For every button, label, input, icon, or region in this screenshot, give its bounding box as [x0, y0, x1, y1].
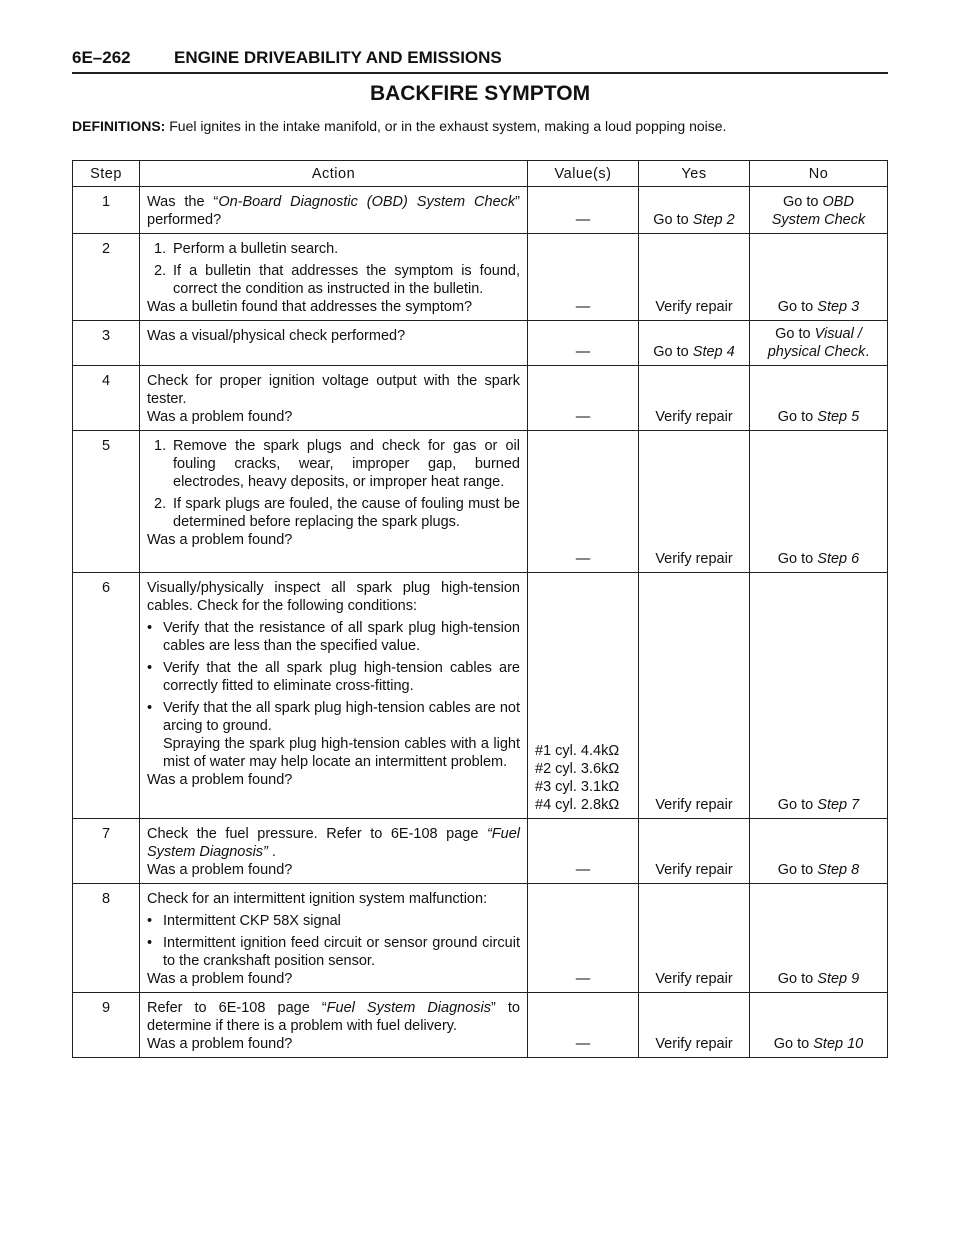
resistance-value: #2 cyl. 3.6kΩ [535, 761, 620, 777]
no-cell [750, 234, 888, 321]
no-cell [750, 819, 888, 884]
no-step-ref: Step 9 [817, 971, 860, 987]
no-step-ref: Step 8 [817, 862, 860, 878]
numbered-item: 2. If a bulletin that addresses the symptom is found, correct the condition as instructed in the bulletin. [154, 263, 520, 297]
step-number: 8 [73, 884, 140, 993]
action-question: Was a problem found? [147, 409, 293, 425]
no-cell [750, 431, 888, 573]
definitions [72, 118, 888, 134]
yes-cell: Verify repair [639, 573, 750, 819]
bullet-item: • Verify that the resistance of all spark plug high-tension cables are less than the specified value. [147, 620, 520, 654]
no-step-ref: Step 7 [817, 797, 860, 813]
bullet-item: • Intermittent ignition feed circuit or sensor ground circuit to the crankshaft position sensor. [147, 935, 520, 969]
value-cell: — [528, 321, 639, 366]
header-values: Value(s) [528, 161, 639, 187]
no-cell [750, 187, 888, 234]
bullet-item: • Verify that the all spark plug high-tension cables are correctly fitted to eliminate cross-fitting. [147, 660, 520, 694]
value-cell: — [528, 234, 639, 321]
yes-cell: Verify repair [639, 884, 750, 993]
yes-cell: Verify repair [639, 993, 750, 1058]
table-row [73, 884, 888, 993]
yes-cell: Verify repair [639, 234, 750, 321]
no-text: Go to [777, 971, 818, 987]
yes-step-ref: Step 4 [692, 344, 735, 360]
table-row [73, 573, 888, 819]
action-cell: Refer to 6E-108 page “Fuel System Diagnosis” to determine if there is a problem with fuel delivery. Was a problem found? [140, 993, 528, 1058]
action-text: ” performed? [147, 194, 520, 228]
no-step-ref: Step 10 [813, 1036, 864, 1052]
yes-step-ref: Step 2 [692, 212, 735, 228]
step-number: 2 [73, 234, 140, 321]
diagnostic-table [72, 160, 888, 1058]
no-cell: Go to Visual / physical Check. [750, 321, 888, 366]
action-link-text: On-Board Diagnostic (OBD) System Check [218, 194, 516, 210]
action-text: Check for an intermittent ignition system malfunction: [147, 891, 488, 907]
definitions-text: Fuel ignites in the intake manifold, or in the exhaust system, making a loud popping noise. [169, 118, 727, 134]
yes-text: Go to [653, 212, 693, 228]
yes-cell [639, 187, 750, 234]
no-step-ref: Step 6 [817, 551, 860, 567]
table-header-row [73, 161, 888, 187]
action-cell [140, 431, 528, 573]
action-text: Check the fuel pressure. Refer to 6E-108 page [147, 826, 487, 842]
table-row [73, 234, 888, 321]
no-text: Go to [783, 194, 823, 210]
action-cell [140, 234, 528, 321]
resistance-value: #3 cyl. 3.1kΩ [535, 779, 620, 795]
step-number: 3 [73, 321, 140, 366]
action-text: Refer to 6E-108 page “ [147, 1000, 327, 1016]
value-cell: — [528, 366, 639, 431]
bullet-item: • Verify that the all spark plug high-tension cables are not arcing to ground. [147, 700, 520, 734]
bullet-item: • Intermittent CKP 58X signal [147, 913, 341, 929]
section-title: ENGINE DRIVEABILITY AND EMISSIONS [174, 48, 502, 67]
action-question: Was a problem found? [147, 532, 293, 548]
action-cell [140, 884, 528, 993]
table-row [73, 321, 888, 366]
step-number: 1 [73, 187, 140, 234]
page-title: BACKFIRE SYMPTOM [369, 82, 591, 105]
no-step-ref: Step 3 [817, 299, 860, 315]
action-cell [140, 573, 528, 819]
no-cell [750, 993, 888, 1058]
value-cell [528, 573, 639, 819]
action-cell: Was a visual/physical check performed? [140, 321, 528, 366]
action-question: Was a problem found? [147, 1036, 293, 1052]
no-text: Go to [777, 299, 818, 315]
action-question: Was a problem found? [147, 772, 293, 788]
yes-text: Go to [653, 344, 693, 360]
action-text: Check for proper ignition voltage output with the spark tester. [147, 373, 520, 407]
table-row [73, 187, 888, 234]
table-row [73, 366, 888, 431]
no-text: Go to [777, 797, 818, 813]
yes-cell: Verify repair [639, 431, 750, 573]
step-number: 4 [73, 366, 140, 431]
numbered-item: 1. Remove the spark plugs and check for gas or oil fouling cracks, wear, improper gap, burned electrodes, heavy deposits, or improper heat range. [154, 438, 520, 490]
action-question: Was a bulletin found that addresses the symptom? [147, 299, 473, 315]
action-text: Visually/physically inspect all spark plug high-tension cables. Check for the following conditions: [147, 580, 520, 614]
step-number: 6 [73, 573, 140, 819]
action-question: Was a problem found? [147, 862, 293, 878]
yes-cell [639, 321, 750, 366]
no-step-ref: Step 5 [817, 409, 860, 425]
no-cell [750, 366, 888, 431]
no-ref: System Check [771, 212, 866, 228]
table-row [73, 431, 888, 573]
action-link-text: Fuel System Diagnosis [326, 1000, 492, 1016]
value-cell: — [528, 884, 639, 993]
action-question: Was a problem found? [147, 971, 293, 987]
yes-cell: Verify repair [639, 366, 750, 431]
header-yes: Yes [639, 161, 750, 187]
action-cell: Check the fuel pressure. Refer to 6E-108 page “Fuel System Diagnosis” . Was a problem found? [140, 819, 528, 884]
action-note: Spraying the spark plug high-tension cables with a light mist of water may help locate an intermittent problem. [163, 736, 520, 770]
resistance-value: #1 cyl. 4.4kΩ [535, 743, 620, 759]
action-cell [140, 187, 528, 234]
no-ref: OBD [822, 194, 854, 210]
page-number: 6E–262 [72, 48, 131, 67]
definitions-label: DEFINITIONS: [72, 118, 166, 134]
table-row [73, 993, 888, 1058]
step-number: 5 [73, 431, 140, 573]
numbered-item: 2. If spark plugs are fouled, the cause of fouling must be determined before replacing the spark plugs. [154, 496, 520, 530]
value-cell: — [528, 187, 639, 234]
table-row [73, 819, 888, 884]
header-no: No [750, 161, 888, 187]
step-number: 7 [73, 819, 140, 884]
page-header [72, 44, 888, 74]
no-ref: physical Check [767, 344, 866, 360]
step-number: 9 [73, 993, 140, 1058]
value-cell: — [528, 993, 639, 1058]
value-cell: — [528, 431, 639, 573]
no-text: Go to [777, 862, 818, 878]
no-cell [750, 884, 888, 993]
value-cell: — [528, 819, 639, 884]
no-text: Go to [777, 409, 818, 425]
no-ref: Visual / [814, 326, 862, 342]
no-text: Go to [773, 1036, 814, 1052]
no-cell [750, 573, 888, 819]
header-action: Action [140, 161, 528, 187]
no-text: Go to [775, 326, 815, 342]
resistance-value: #4 cyl. 2.8kΩ [535, 797, 620, 813]
header-step: Step [73, 161, 140, 187]
action-text: Was the “ [147, 194, 219, 210]
yes-cell: Verify repair [639, 819, 750, 884]
action-cell [140, 366, 528, 431]
numbered-item: 1. Perform a bulletin search. [154, 241, 339, 257]
action-link-text: “Fuel System Diagnosis” [147, 826, 520, 860]
no-text: Go to [777, 551, 818, 567]
